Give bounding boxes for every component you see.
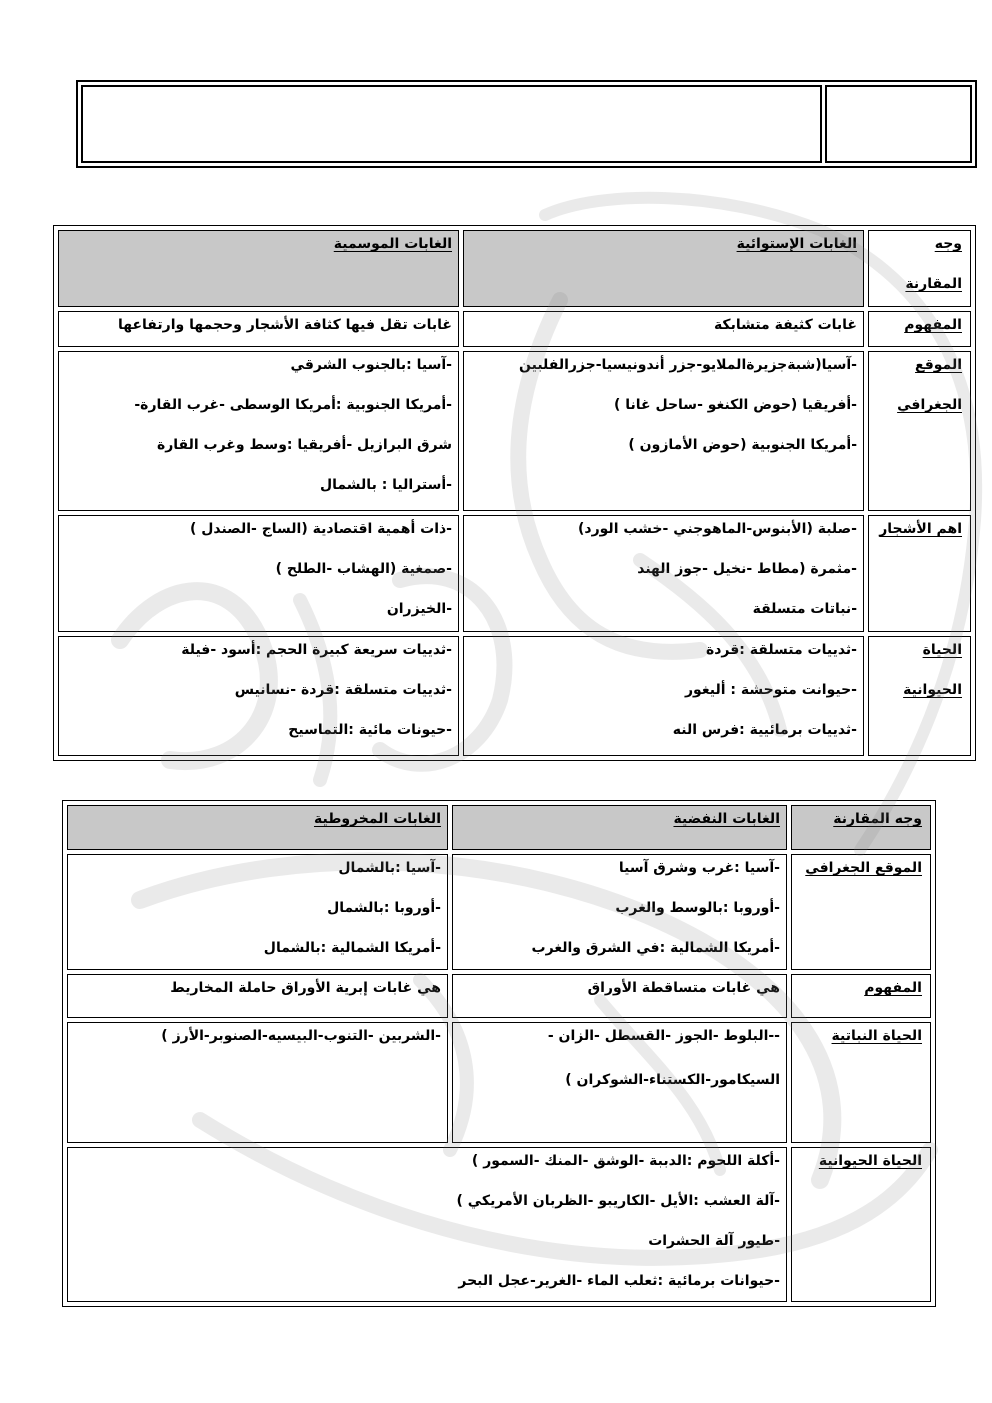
t2-label-animal-life	[791, 1147, 931, 1302]
t1-equatorial-trees-line: -نباتات متسلقة	[752, 601, 857, 617]
t2-header-comparison	[791, 805, 931, 850]
t2-deciduous-concept	[452, 974, 787, 1018]
t1-equatorial-animal-line: -حيوانت متوحشة : أليغور	[685, 682, 857, 698]
t1-seasonal-trees-line: -الخيزران	[386, 601, 452, 617]
t1-equatorial-trees-line: -مثمرة (مطاط -نخيل -جوز الهند	[637, 561, 857, 577]
t2-label-concept	[791, 974, 931, 1018]
t1-equatorial-location	[463, 351, 864, 511]
t2-header-comparison-text: وجه المقارنة	[833, 811, 922, 827]
t1-seasonal-location	[58, 351, 459, 511]
t2-deciduous-location	[452, 854, 787, 970]
t2-deciduous-plant-line: --البلوط -الجوز -القسطل -الزان -	[547, 1028, 780, 1044]
t2-shared-animal-life	[67, 1147, 787, 1302]
t1-equatorial-location-line: -آسيا(شبةجزيرةالملايو-جزر أندونيسيا-جزرالفلبين	[519, 357, 857, 373]
t2-header-coniferous-text: الغابات المخروطية	[313, 811, 441, 827]
t2-label-plant-life-text: الحياة النباتية	[831, 1028, 922, 1044]
t2-deciduous-location-line: -آسيا :غرب وشرق آسيا	[618, 860, 780, 876]
t2-label-location	[791, 854, 931, 970]
t1-header-comparison-line: المقارنة	[905, 276, 962, 292]
t2-deciduous-location-line: -أمريكا الشمالية :في الشرق والغرب	[531, 940, 780, 956]
t1-header-equatorial	[463, 230, 864, 307]
t1-label-animal-life	[868, 636, 971, 756]
t2-deciduous-plant-line: السيكامور-الكستناء-الشوكران )	[565, 1072, 780, 1088]
t1-equatorial-trees-line: -صلبة (الأبنوس-الماهوجني -خشب الورد)	[578, 521, 857, 537]
t1-seasonal-trees	[58, 515, 459, 632]
t1-label-animal-life-line: الحيوانية	[903, 682, 962, 698]
t1-equatorial-location-line: -أمريكا الجنوبية (حوض الأمازون )	[628, 437, 857, 453]
t1-seasonal-location-line: شرق البرازيل -أفريقيا :وسط وغرب القارة	[156, 437, 452, 453]
t2-deciduous-location-line: -أوروبا :بالوسط والغرب	[615, 900, 780, 916]
t1-seasonal-animal-life	[58, 636, 459, 756]
t1-header-seasonal	[58, 230, 459, 307]
t1-seasonal-animal-line: -حيونات مائية :التماسيح	[288, 722, 452, 738]
t1-seasonal-trees-line: -ذات أهمية اقتصادية (الساج -الصندل )	[189, 521, 452, 537]
t1-header-comparison-line: وجه	[934, 236, 962, 252]
t2-animal-life-line: -أكلة اللحوم :الدببة -الوشق -المنك -السمور )	[471, 1153, 780, 1169]
t1-equatorial-concept	[463, 311, 864, 347]
t2-label-animal-life-text: الحياة الحيوانية	[818, 1153, 922, 1169]
t1-label-location-line: الموقع	[915, 357, 962, 373]
t2-coniferous-location-line: -آسيا :بالشمال	[338, 860, 441, 876]
t2-coniferous-location-line: -أوروبا :بالشمال	[327, 900, 441, 916]
t2-header-coniferous	[67, 805, 448, 850]
t1-seasonal-location-line: -آسيا :بالجنوب الشرقي	[290, 357, 452, 373]
t2-animal-life-line: -طيور آلة الحشرات	[648, 1233, 780, 1249]
t1-seasonal-location-line: -أمريكا الجنوبية :أمريكا الوسطى -غرب القارة-	[134, 397, 452, 413]
heading-box-small-cell	[825, 85, 972, 163]
t1-label-location-line: الجغرافي	[897, 397, 962, 413]
t1-seasonal-trees-line: -صمغية (الهشاب -الطلح )	[275, 561, 452, 577]
t2-deciduous-plant-life	[452, 1022, 787, 1143]
t1-seasonal-concept-text: غابات تقل فيها كثافة الأشجار وحجمها وارتفاعها	[117, 317, 452, 333]
deciduous-vs-coniferous-table	[62, 800, 936, 1307]
t2-header-deciduous	[452, 805, 787, 850]
t1-label-trees	[868, 515, 971, 632]
t2-coniferous-concept	[67, 974, 448, 1018]
t2-label-concept-text: المفهوم	[864, 980, 922, 996]
t1-equatorial-trees	[463, 515, 864, 632]
t1-equatorial-animal-life	[463, 636, 864, 756]
t2-coniferous-plant-life	[67, 1022, 448, 1143]
t1-equatorial-animal-line: -ثدييات برمائيية :فرس النه	[672, 722, 857, 738]
t2-label-plant-life	[791, 1022, 931, 1143]
t2-coniferous-location-line: -أمريكا الشمالية :بالشمال	[263, 940, 441, 956]
t1-label-concept-text: المفهوم	[904, 317, 962, 333]
equatorial-vs-seasonal-table	[53, 225, 976, 761]
t2-header-deciduous-text: الغابات النفضية	[673, 811, 780, 827]
t1-seasonal-animal-line: -ثدييات متسلقة :قردة -نسانيس	[234, 682, 452, 698]
t2-coniferous-plant-line: -الشربين -التنوب-البيسيه-الصنوبر-الأرز )	[161, 1028, 441, 1044]
heading-box	[76, 80, 977, 168]
t2-label-location-text: الموقع الجغرافي	[805, 860, 922, 876]
heading-box-title-cell	[81, 85, 822, 163]
t1-seasonal-concept	[58, 311, 459, 347]
t1-seasonal-location-line: -أستراليا : بالشمال	[320, 477, 452, 493]
t1-header-seasonal-text: الغابات الموسمية	[333, 236, 452, 252]
t1-label-location	[868, 351, 971, 511]
t1-equatorial-concept-text: غابات كثيفة متشابكة	[713, 317, 857, 333]
t1-equatorial-animal-line: -ثدييات متسلقة :قردة	[705, 642, 857, 658]
t1-label-concept	[868, 311, 971, 347]
t1-header-comparison	[868, 230, 971, 307]
t1-label-animal-life-line: الحياة	[922, 642, 962, 658]
t1-label-trees-text: اهم الأشجار	[879, 521, 962, 537]
t2-coniferous-concept-text: هي غابات إبرية الأوراق حاملة المخاريط	[170, 980, 441, 996]
t2-coniferous-location	[67, 854, 448, 970]
t2-animal-life-line: -حيوانات برمائية :ثعلب الماء -الغرير-عجل البحر	[458, 1273, 780, 1289]
t2-animal-life-line: -آلة العشب :الأيل -الكاريبو -الظربان الأمريكي )	[456, 1193, 780, 1209]
t2-deciduous-concept-text: هي غابات متساقطة الأوراق	[587, 980, 780, 996]
t1-seasonal-animal-line: -ثدييات سريعة كبيرة الحجم :أسود -فيلة	[181, 642, 452, 658]
t1-equatorial-location-line: -أفريقيا (حوض الكنغو -ساحل غانا )	[613, 397, 857, 413]
t1-header-equatorial-text: الغابات الإستوائية	[736, 236, 857, 252]
